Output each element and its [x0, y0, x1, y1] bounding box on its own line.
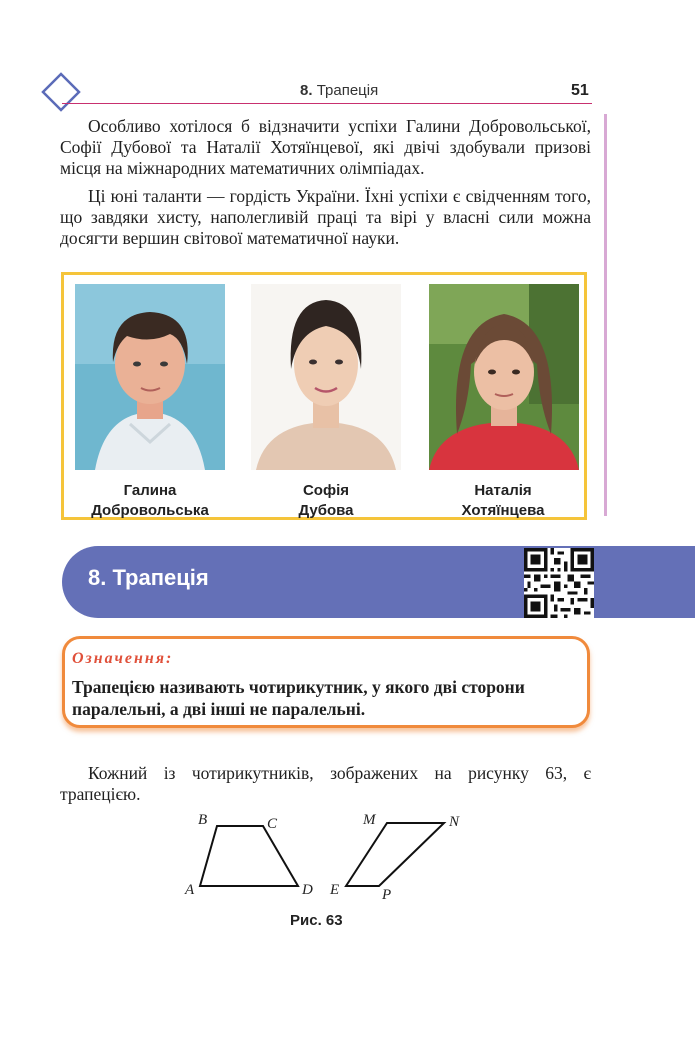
photo-caption-2 [236, 481, 416, 521]
vertex-label-n: N [449, 814, 460, 830]
page-number: 51 [571, 82, 589, 99]
header-rule [62, 103, 592, 104]
caption-last-name: Добровольська [91, 502, 209, 519]
intro-paragraph-2: Ці юні таланти — гордість України. Їхні успіхи є свідченням того, що завдяки хисту, наполегливій праці та вірі у власні сили можна досягти вершин світової математичної науки. [60, 186, 591, 248]
vertex-label-m: M [363, 812, 376, 828]
body-paragraph: Кожний із чотирикутників, зображених на рисунку 63, є трапецією. [60, 763, 591, 804]
qr-code-icon[interactable] [524, 548, 594, 618]
portrait-photo-2 [251, 284, 401, 470]
section-diamond-icon [41, 72, 81, 112]
vertex-label-c: C [267, 816, 278, 832]
side-bar [604, 114, 607, 516]
caption-last-name: Хотяїнцева [461, 502, 545, 519]
vertex-label-p: P [382, 887, 392, 903]
trapezoid-abcd [200, 826, 298, 886]
vertex-label-d: D [302, 882, 313, 898]
photo-caption-1 [60, 481, 240, 521]
vertex-label-a: A [185, 882, 195, 898]
vertex-label-e: E [330, 882, 340, 898]
vertex-label-b: B [198, 812, 208, 828]
figure-trapezoids [170, 806, 480, 906]
caption-last-name: Дубова [298, 502, 354, 519]
caption-first-name: Наталія [474, 482, 532, 499]
portrait-photo-1 [75, 284, 225, 470]
running-header [300, 82, 378, 99]
caption-first-name: Галина [123, 482, 177, 499]
header-section-number: 8. [300, 82, 313, 99]
intro-paragraph-1: Особливо хотілося б відзначити успіхи Галини Добровольської, Софії Дубової та Наталії Хотяїнцевої, які двічі здобували призові місця на міжнародних математичних олімпіадах. [60, 116, 591, 178]
section-title: 8. Трапеція [88, 565, 209, 590]
figure-caption: Рис. 63 [290, 912, 343, 929]
portrait-photo-3 [429, 284, 579, 470]
trapezoid-mnep [346, 823, 444, 886]
definition-text: Трапецією називають чотирикутник, у якого дві сторони паралельні, а дві інші не паралельні. [72, 677, 525, 719]
definition-label: Означення: [72, 650, 174, 667]
caption-first-name: Софія [302, 482, 350, 499]
photo-caption-3 [413, 481, 593, 521]
header-section-title: Трапеція [316, 82, 379, 99]
